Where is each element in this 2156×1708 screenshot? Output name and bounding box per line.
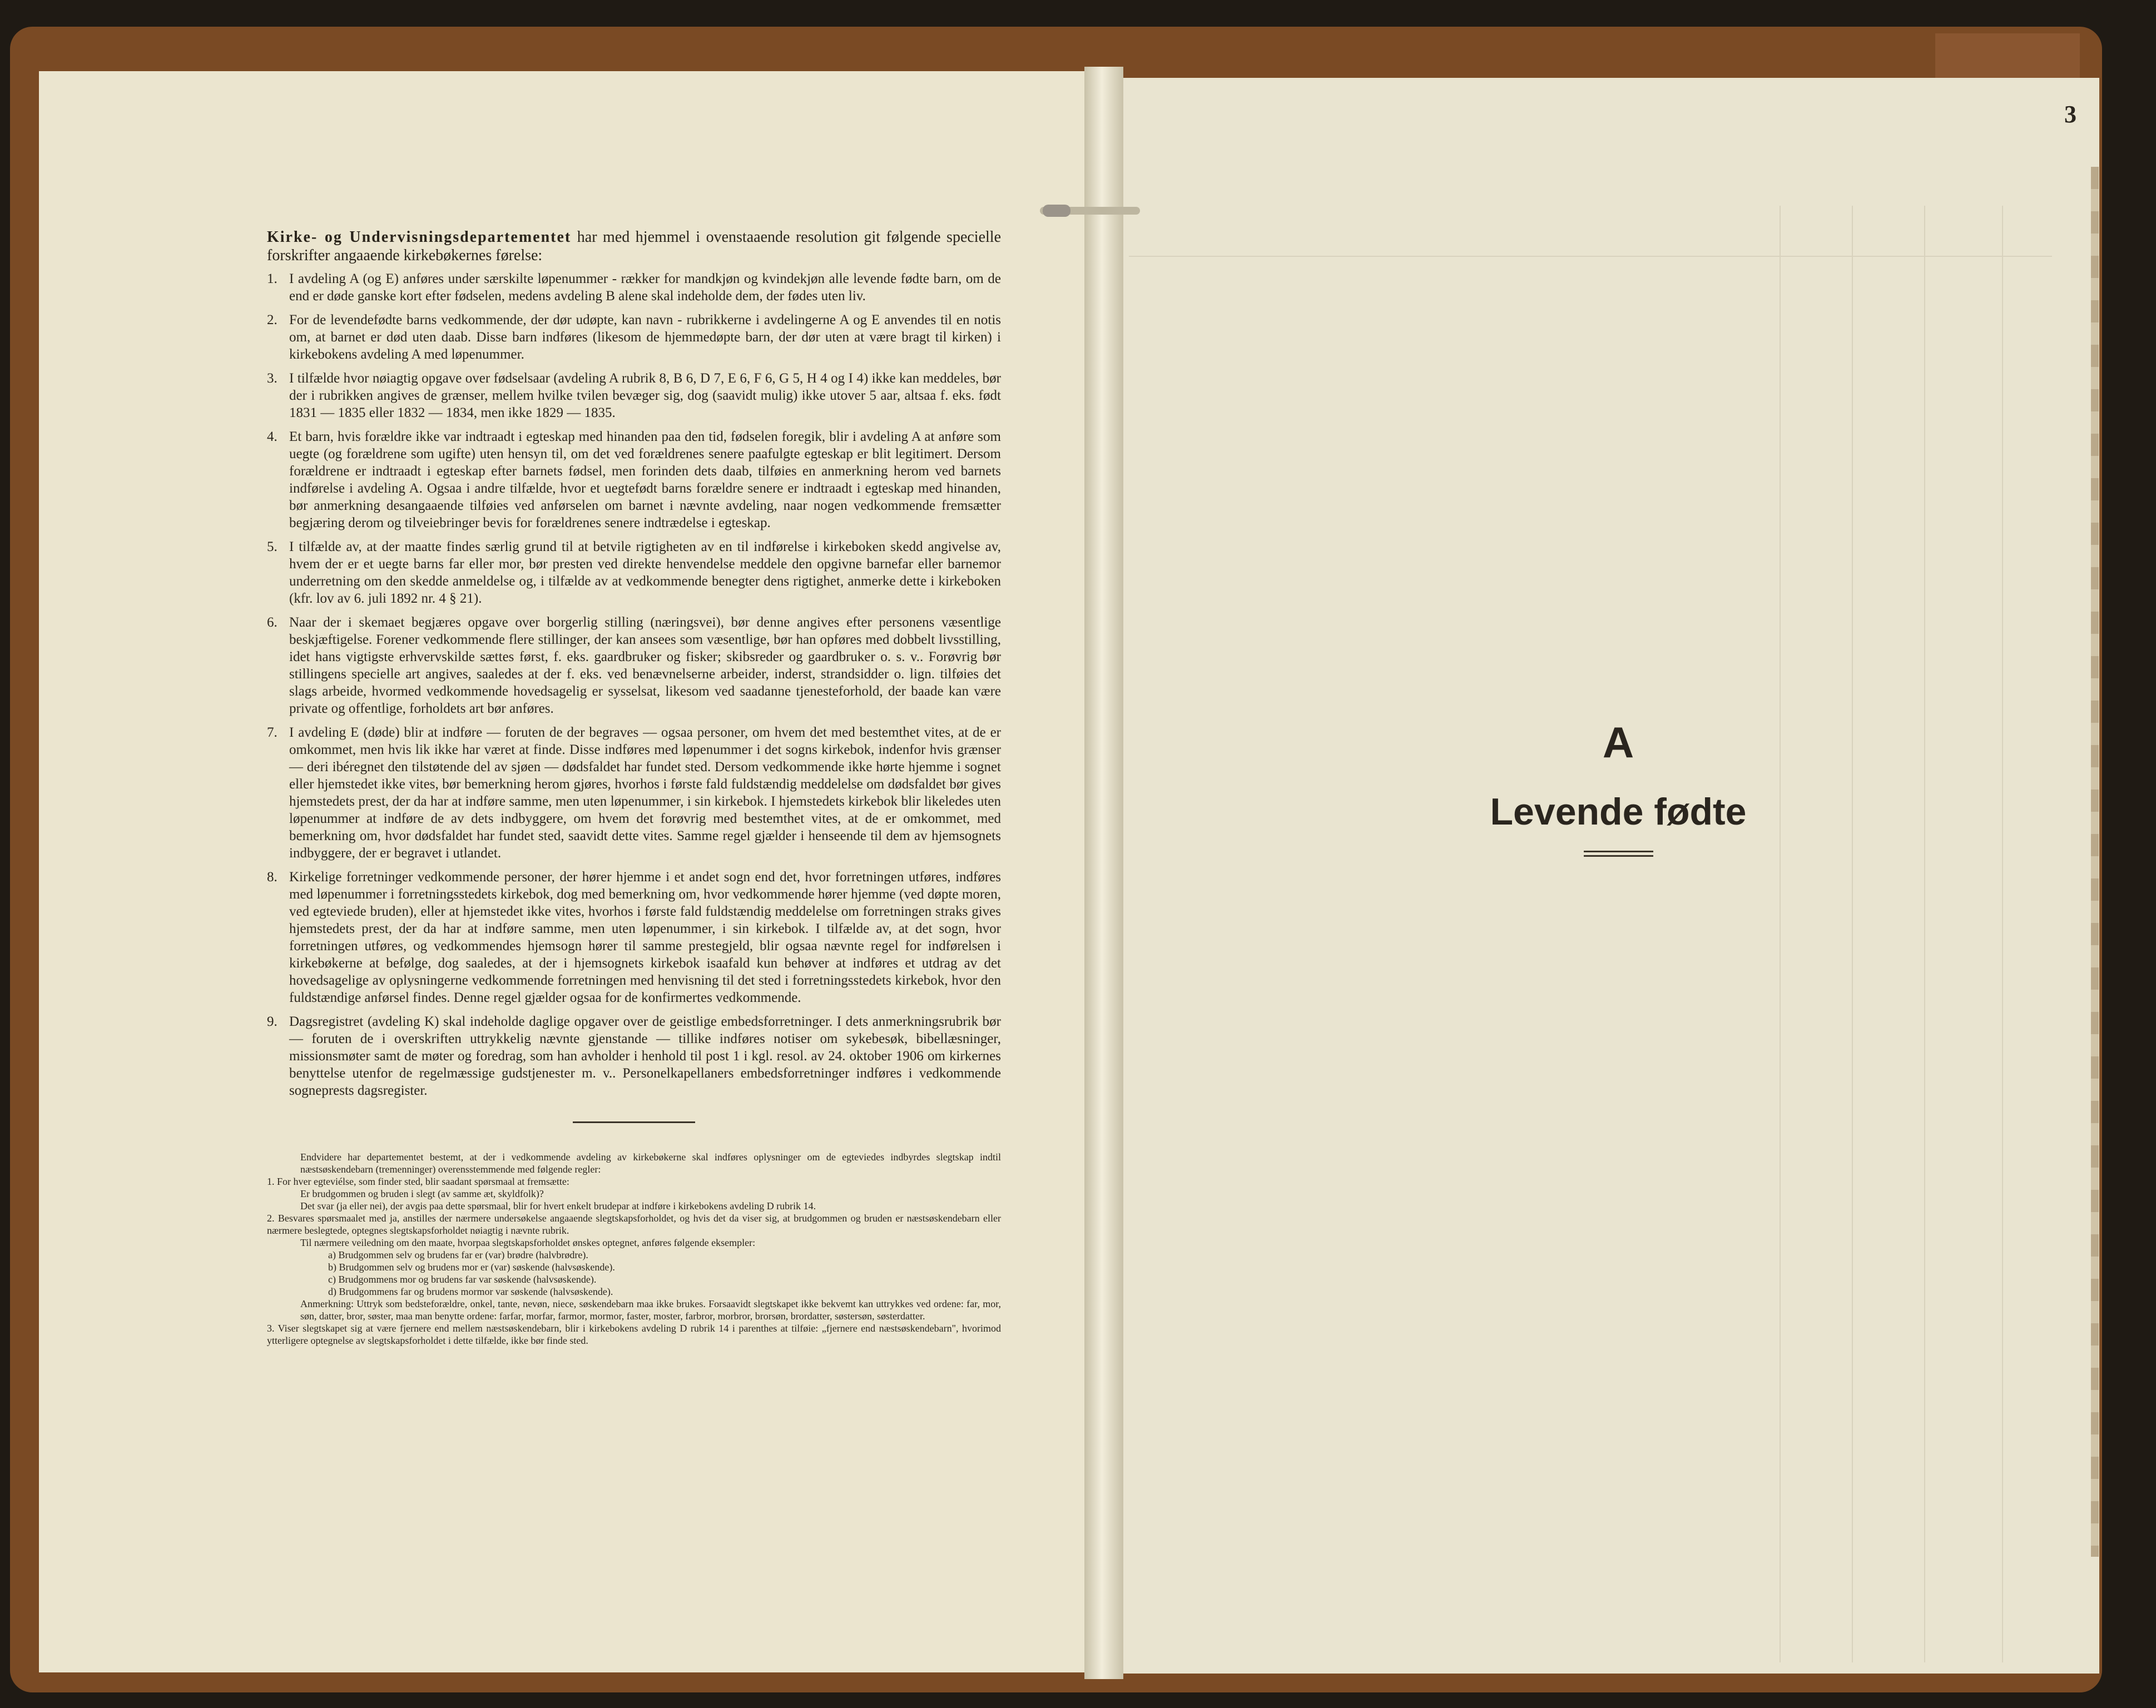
regulations-text — [267, 228, 1001, 1347]
section-number: 8. — [267, 870, 277, 885]
book-gutter — [1084, 67, 1123, 1679]
section — [267, 724, 1001, 862]
addenda-item: 3. Viser slegtskapet sig at være fjernere end mellem næstsøskendebarn, blir i kirkebokens avdeling D rubrik 14 i parenthes at tilføie: „fjernere end næstsøskendebarn", hvorimod ytterligere optegnelse av slegtskapsforholdet i dette tilfælde, ikke bør finde sted. — [267, 1323, 1001, 1346]
bleed-through-line — [2002, 206, 2003, 1662]
page-edge-block — [1935, 33, 2080, 78]
section — [267, 614, 1001, 717]
section-number: 9. — [267, 1014, 277, 1029]
addenda-example: c) Brudgommens mor og brudens far var søskende (halvsøskende). — [328, 1274, 597, 1285]
section-number: 3. — [267, 371, 277, 386]
section-text: I avdeling A (og E) anføres under særskilte løpenummer - rækker for mandkjøn og kvindekjøn alle levende fødte barn, om de end er døde ganske kort efter fødselen, medens avdeling B alene skal indeholde dem, der fødes uten liv. — [289, 271, 1001, 304]
addenda-item: Det svar (ja eller nei), der avgis paa dette spørsmaal, blir for hvert enkelt brudepar at indføre i kirkebokens avdeling D rubrik 14. — [300, 1200, 816, 1212]
section-text: Kirkelige forretninger vedkommende personer, der hører hjemme i et andet sogn end det, hvor forretningen utføres, indføres med løpenummer i forretningsstedets kirkebok, dog med bemerkning om, hvor vedkommende hører hjemme (ved døpte moren, ved egteviede bruden), eller at hjemstedet ikke vites, hvorhos i første fald fuldstændig meddelelse om forretningen straks gives hjemstedets prest, der da har at indføre samme, men uten løpenummer, i sin kirkebok. I tilfælde av, at det sogn, hvor forretningen utføres, og vedkommendes hjemsogn hører til samme prestegjeld, blir ogsaa nævnte regel for indførelsen i kirkebøkerne at befølge, dog saaledes, at der i hjemsognets kirkebok isaafald kun behøver at indføres et utdrag av det hovedsagelige av oplysningerne vedkommende forretningen med henvisning til det sted i forretningsstedets kirkebok, hvor den fuldstændige anførsel findes. Denne regel gjælder ogsaa for de konfirmertes vedkommende. — [289, 870, 1001, 1005]
section-letter: A — [1602, 718, 1634, 767]
page-edge-tabs — [2091, 167, 2099, 1557]
bleed-through-line — [1924, 206, 1925, 1662]
section-title-block — [1424, 717, 1813, 857]
right-page — [1109, 78, 2099, 1674]
regulations-heading — [267, 228, 1001, 265]
addenda-item: 2. Besvares spørsmaalet med ja, anstilles der nærmere undersøkelse angaaende slegtskapsforholdet, og hvis det da viser sig, at brudgommen og bruden er næstsøskendebarn eller nærmere beslegtede, optegnes slegtskapsforholdet nøiagtig i nævnte rubrik. — [267, 1213, 1001, 1236]
section-text: Et barn, hvis forældre ikke var indtraadt i egteskap med hinanden paa den tid, fødselen foregik, blir i avdeling A at anføre som uegte (og forældrene som ugifte) uten hensyn til, om det ved forældrenes senere paafulgte egteskap er blit legitimert. Dersom forældrene er indtraadt i egteskap efter barnets fødsel, men forinden dets daab, tilføies en anmerkning herom ved barnets indførelse i avdeling A. Ogsaa i andre tilfælde, hvor et uegtefødt barns forældre senere er indtraadt i egteskap med hinanden, bør anmerkning desangaaende tilføies ved anførselen om barnet i nævnte avdeling, naar nogen vedkommende fremsætter begjæring derom og tilveiebringer bevis for forældrenes senere indtrædelse i egteskap. — [289, 429, 1001, 530]
addenda-example: d) Brudgommens far og brudens mormor var søskende (halvsøskende). — [328, 1286, 613, 1297]
section-text: I tilfælde av, at der maatte findes særlig grund til at betvile rigtigheten av en til indførelse i kirkeboken skedd angivelse av, hvem der er et uegte barns far eller mor, bør presten ved direkte henvendelse meddele den opgivne barnefar eller barnemor underretning om den skedde anmeldelse og, i tilfælde av at vedkommende benegter dens rigtighet, anmerke dette i kirkeboken (kfr. lov av 6. juli 1892 nr. 4 § 21). — [289, 539, 1001, 606]
title-double-rule — [1584, 851, 1653, 857]
addenda-item: Til nærmere veiledning om den maate, hvorpaa slegtskapsforholdet ønskes optegnet, anføres følgende eksempler: — [300, 1237, 756, 1248]
section-text: For de levendefødte barns vedkommende, der dør udøpte, kan navn - rubrikkerne i avdelingerne A og E anvendes til en notis om, at barnet er død uten daab. Disse barn indføres (likesom de hjemmedøpte barn, der dør uten at være bragt til kirken) i kirkebokens avdeling A med løpenummer. — [289, 312, 1001, 362]
section-number: 2. — [267, 312, 277, 327]
bleed-through-line — [1780, 206, 1781, 1662]
section — [267, 311, 1001, 363]
section-number: 4. — [267, 429, 277, 444]
addenda-example: a) Brudgommen selv og brudens far er (var) brødre (halvbrødre). — [328, 1249, 588, 1260]
addenda-intro: Endvidere har departementet bestemt, at der i vedkommende avdeling av kirkebøkerne skal indføres oplysninger om de egteviedes indbyrdes slegtskap indtil næstsøskendebarn (tremenninger) overensstemmende med følgende regler: — [300, 1151, 1001, 1175]
addenda-note: Anmerkning: Uttryk som bedsteforældre, onkel, tante, nevøn, niece, søskendebarn maa ikke brukes. Forsaavidt slegtskapet ikke bekvemt kan uttrykkes ved ordene: far, mor, søn, datter, bror, søster, maa man benytte ordene: farfar, morfar, farmor, mormor, faster, moster, farbror, morbror, brorsøn, brordatter, søstersøn, søsterdatter. — [300, 1298, 1001, 1322]
heading-department: Kirke- og Undervisningsdepartementet — [267, 229, 572, 246]
section-number: 6. — [267, 615, 277, 630]
section-number: 5. — [267, 539, 277, 554]
section-title: Levende fødte — [1490, 791, 1747, 833]
section — [267, 428, 1001, 532]
section-number: 7. — [267, 725, 277, 740]
section — [267, 270, 1001, 305]
binding-knot — [1043, 205, 1070, 217]
section-divider — [573, 1121, 695, 1123]
addenda-example: b) Brudgommen selv og brudens mor er (var) søskende (halvsøskende). — [328, 1262, 615, 1273]
bleed-through-line — [1852, 206, 1853, 1662]
addenda-item: Er brudgommen og bruden i slegt (av samme æt, skyldfolk)? — [300, 1188, 544, 1199]
section — [267, 538, 1001, 607]
section — [267, 1013, 1001, 1099]
addenda-item: 1. For hver egteviélse, som finder sted, blir saadant spørsmaal at fremsætte: — [267, 1176, 569, 1187]
section-text: Dagsregistret (avdeling K) skal indeholde daglige opgaver over de geistlige embedsforretninger. I dets anmerkningsrubrik bør — foruten de i overskriften uttrykkelig nævnte gjenstande — tillike indføres notiser om sykebesøk, bibellæsninger, missionsmøter samt de møter og foredrag, som han avholder i henhold til post 1 i kgl. resol. av 24. oktober 1906 om kirkernes benyttelse utenfor de regelmæssige gudstjenester m. v.. Personelkapellaners embedsforretninger indføres i vedkommende sogneprests dagsregister. — [289, 1014, 1001, 1098]
heading-rest: har med hjemmel i ovenstaaende resolution git følgende specielle forskrifter angaaende kirkebøkernes førelse: — [267, 229, 1001, 264]
page-number: 3 — [2064, 101, 2076, 128]
section-text: I avdeling E (døde) blir at indføre — foruten de der begraves — ogsaa personer, om hvem det med bestemthet vites, at de er omkommet, men hvis lik ikke har været at finde. Disse indføres med løpenummer i det sogns kirkebok, indenfor hvis grænser — deri ibéregnet den tilstøtende del av sjøen — dødsfaldet har fundet sted. Dersom vedkommende ikke hørte hjemme i sognet eller hjemstedet ikke vites, bør bemerkning herom gjøres, hvorhos i første fald fuldstændig meddelelse om dødsfaldet bør gives hjemstedets prest, der da har at indføre samme, men uten løpenummer, i sin kirkebok. I hjemstedets kirkebok blir likeledes uten løpenummer at indføre de av dets indbyggere, om hvem det forøvrig med bestemthet vites, at de er omkommet, med bemerkning om, hvor dødsfaldet har fundet sted, saavidt dette vites. Samme regel gjælder i henseende til dem av hjemsognets indbyggere, der er begravet i utlandet. — [289, 725, 1001, 861]
section-text: Naar der i skemaet begjæres opgave over borgerlig stilling (næringsvei), bør denne angives efter personens væsentlige beskjæftigelse. Forener vedkommende flere stillinger, der kan ansees som væsentlige, bør han opføres med dobbelt livsstilling, idet hans vigtigste erhvervskilde sættes først, f. eks. gaardbruker og fisker; skibsreder og gaardbruker o. s. v.. Forøvrig bør stillingens specielle art angives, saaledes at der f. eks. ved benævnelserne arbeider, inderst, strandsidder o. lign. tilføies det slags arbeide, hvormed vedkommende hovedsagelig er sysselsat, likesom ved saadanne tjenesteforhold, der baade kan være private og offentlige, forholdets art bør anføres. — [289, 615, 1001, 716]
addenda — [267, 1151, 1001, 1347]
section-text: I tilfælde hvor nøiagtig opgave over fødselsaar (avdeling A rubrik 8, B 6, D 7, E 6, F 6, G 5, H 4 og I 4) ikke kan meddeles, bør der i rubrikken angives de grænser, mellem hvilke tvilen bevæger sig, dog (saavidt mulig) ikke utover 5 aar, altsaa f. eks. født 1831 — 1835 eller 1832 — 1834, men ikke 1829 — 1835. — [289, 371, 1001, 420]
section-number: 1. — [267, 271, 277, 286]
section — [267, 868, 1001, 1006]
section — [267, 370, 1001, 421]
bleed-through-header — [1129, 211, 2052, 257]
